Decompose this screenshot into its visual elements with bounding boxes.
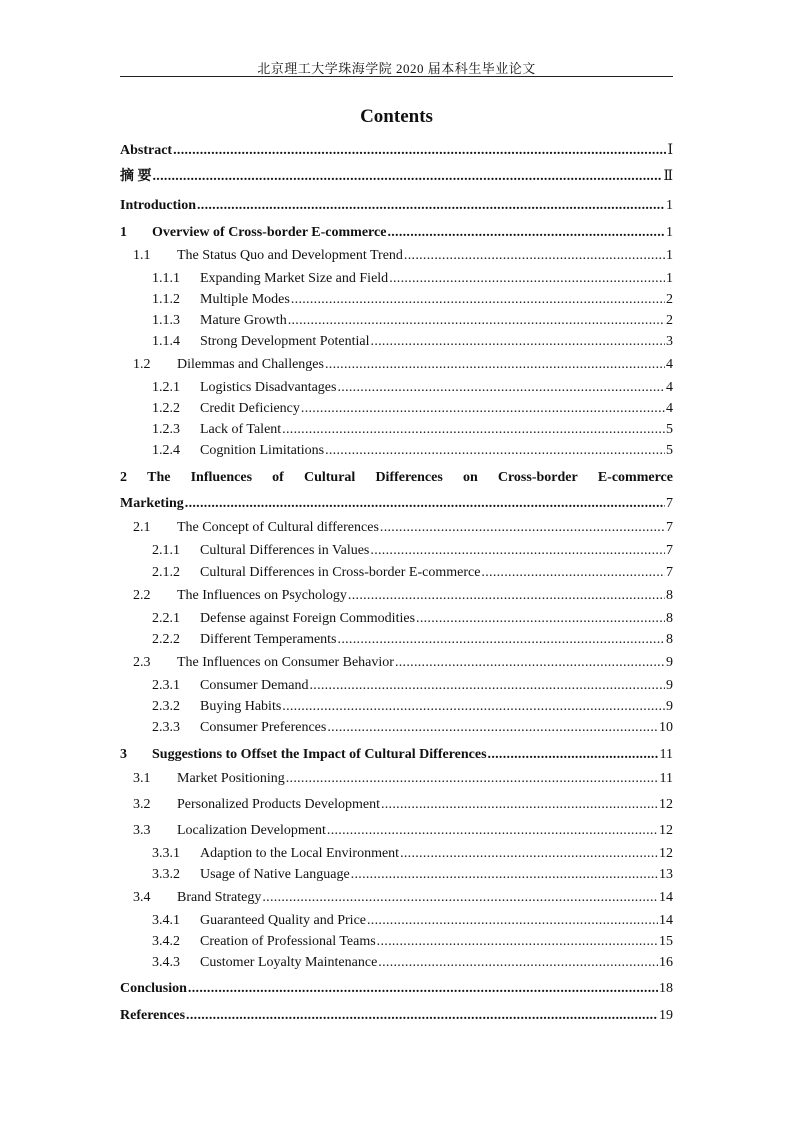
toc-leader <box>488 745 659 765</box>
toc-page: 4 <box>666 357 673 372</box>
toc-entry-1-2[interactable] <box>133 355 673 375</box>
toc-entry-chapter-2[interactable] <box>120 468 673 488</box>
toc-page: 14 <box>659 913 673 928</box>
toc-label: The Concept of Cultural differences <box>177 520 379 535</box>
toc-page: 14 <box>659 890 673 905</box>
toc-number: 2.2.1 <box>152 611 180 626</box>
toc-page: 5 <box>666 422 673 437</box>
toc-number: 1.1.4 <box>152 334 180 349</box>
toc-leader <box>153 167 663 187</box>
toc-label: Creation of Professional Teams <box>200 934 376 949</box>
toc-page: 19 <box>659 1008 673 1023</box>
toc-number: 1.2.4 <box>152 443 180 458</box>
toc-number: 3.3 <box>133 823 151 838</box>
toc-leader <box>286 769 659 789</box>
toc-label: Usage of Native Language <box>200 867 350 882</box>
toc-number: 1.2 <box>133 357 151 372</box>
toc-page: 9 <box>666 699 673 714</box>
toc-entry-chapter-1[interactable] <box>120 223 673 243</box>
toc-entry-1-2-3[interactable] <box>152 420 673 440</box>
toc-leader <box>348 586 665 606</box>
toc-entry-2-3-2[interactable] <box>152 697 673 717</box>
toc-page: 11 <box>659 771 673 786</box>
toc-label: Guaranteed Quality and Price <box>200 913 366 928</box>
toc-word: Cultural <box>303 470 356 485</box>
toc-label: Personalized Products Development <box>177 797 380 812</box>
toc-label: Consumer Demand <box>200 678 309 693</box>
toc-label: Adaption to the Local Environment <box>200 846 400 861</box>
toc-leader <box>288 311 665 331</box>
toc-page: Ⅱ <box>663 169 673 184</box>
toc-label: Overview of Cross-border E-commerce <box>152 225 387 240</box>
toc-entry-1-1-3[interactable] <box>152 311 673 331</box>
toc-number: 2.3.2 <box>152 699 180 714</box>
toc-number: 3.4.1 <box>152 913 180 928</box>
toc-page: 9 <box>666 655 673 670</box>
toc-page: 1 <box>666 198 673 213</box>
toc-page: 1 <box>666 248 673 263</box>
toc-page: 5 <box>666 443 673 458</box>
toc-leader <box>325 355 665 375</box>
contents-title: Contents <box>360 106 433 127</box>
toc-entry-2-2-2[interactable] <box>152 630 673 650</box>
toc-entry-3-3-2[interactable] <box>152 865 673 885</box>
toc-page: 8 <box>666 588 673 603</box>
toc-leader <box>371 332 665 352</box>
toc-number: 3 <box>120 747 127 762</box>
toc-entry-2-1-1[interactable] <box>152 541 673 561</box>
toc-entry-3-4-1[interactable] <box>152 911 673 931</box>
toc-page: 10 <box>659 720 673 735</box>
toc-label: Introduction <box>120 198 196 213</box>
toc-number: 1.2.1 <box>152 380 180 395</box>
toc-number: 2.3.1 <box>152 678 180 693</box>
toc-leader <box>338 630 665 650</box>
toc-label: Different Temperaments <box>200 632 337 647</box>
toc-number: 2.1.2 <box>152 565 180 580</box>
toc-page: 4 <box>666 380 673 395</box>
toc-label: Multiple Modes <box>200 292 290 307</box>
toc-entry-introduction[interactable] <box>120 196 673 216</box>
toc-label: Dilemmas and Challenges <box>177 357 324 372</box>
toc-word: of <box>272 470 284 485</box>
toc-label: Strong Development Potential <box>200 334 370 349</box>
toc-number: 3.3.1 <box>152 846 180 861</box>
toc-leader <box>377 932 658 952</box>
toc-label: Lack of Talent <box>200 422 282 437</box>
toc-page: 18 <box>659 981 673 996</box>
toc-label: Buying Habits <box>200 699 282 714</box>
toc-leader <box>262 888 658 908</box>
toc-label: Cognition Limitations <box>200 443 325 458</box>
toc-page: 15 <box>659 934 673 949</box>
toc-entry-references[interactable] <box>120 1006 673 1026</box>
toc-number: 1 <box>120 225 127 240</box>
page-header: 北京理工大学珠海学院 2020 届本科生毕业论文 <box>257 61 536 76</box>
toc-leader <box>197 196 665 216</box>
toc-label: References <box>120 1008 186 1023</box>
toc-number: 2.3 <box>133 655 151 670</box>
toc-page: 13 <box>659 867 673 882</box>
toc-label: Mature Growth <box>200 313 287 328</box>
toc-leader <box>282 697 665 717</box>
toc-entry-1-2-2[interactable] <box>152 399 673 419</box>
toc-entry-conclusion[interactable] <box>120 979 673 999</box>
toc-number: 2.2 <box>133 588 151 603</box>
toc-entry-1-2-1[interactable] <box>152 378 673 398</box>
toc-label: Consumer Preferences <box>200 720 327 735</box>
toc-leader <box>301 399 665 419</box>
toc-leader <box>337 378 665 398</box>
toc-page: 12 <box>659 797 673 812</box>
toc-page: 9 <box>666 678 673 693</box>
toc-label: Brand Strategy <box>177 890 262 905</box>
toc-word: Differences <box>375 470 443 485</box>
toc-word: Influences <box>190 470 253 485</box>
toc-page: 7 <box>666 520 673 535</box>
toc-entry-abstract[interactable] <box>120 141 673 161</box>
toc-leader <box>404 246 665 266</box>
toc-leader <box>481 563 665 583</box>
toc-label: Suggestions to Offset the Impact of Cultural Differences <box>152 747 487 762</box>
toc-page: 7 <box>666 565 673 580</box>
toc-number: 3.4.2 <box>152 934 180 949</box>
toc-number: 1.2.3 <box>152 422 180 437</box>
toc-label: Logistics Disadvantages <box>200 380 337 395</box>
toc-page: 1 <box>666 225 673 240</box>
toc-page: 8 <box>666 611 673 626</box>
toc-page: 12 <box>659 823 673 838</box>
toc-label: Customer Loyalty Maintenance <box>200 955 378 970</box>
toc-word: Cross-border <box>497 470 578 485</box>
toc-label: The Influences on Consumer Behavior <box>177 655 394 670</box>
toc-number: 3.4.3 <box>152 955 180 970</box>
toc-entry-zhaiyao[interactable] <box>120 167 673 187</box>
toc-leader <box>185 494 665 514</box>
toc-number: 2.3.3 <box>152 720 180 735</box>
toc-number: 1.1.2 <box>152 292 180 307</box>
toc-number: 3.1 <box>133 771 151 786</box>
toc-leader <box>380 518 665 538</box>
toc-number: 3.2 <box>133 797 151 812</box>
toc-leader <box>416 609 665 629</box>
toc-leader <box>282 420 665 440</box>
toc-page: 8 <box>666 632 673 647</box>
toc-label: Abstract <box>120 143 173 158</box>
toc-label: The Influences on Psychology <box>177 588 347 603</box>
toc-word: on <box>462 470 478 485</box>
toc-number: 2.2.2 <box>152 632 180 647</box>
toc-leader <box>400 844 658 864</box>
toc-page: 12 <box>659 846 673 861</box>
toc-leader <box>291 290 665 310</box>
toc-leader <box>395 653 665 673</box>
toc-number: 2 <box>120 470 127 485</box>
toc-label: The Status Quo and Development Trend <box>177 248 403 263</box>
toc-leader <box>387 223 665 243</box>
toc-leader <box>370 541 665 561</box>
toc-number: 1.1 <box>133 248 151 263</box>
toc-entry-3-4-2[interactable] <box>152 932 673 952</box>
toc-entry-chapter-2-cont[interactable] <box>120 494 673 514</box>
toc-entry-1-1-1[interactable] <box>152 269 673 289</box>
toc-entry-2-1[interactable] <box>133 518 673 538</box>
toc-entry-3-2[interactable] <box>133 795 673 815</box>
toc-entry-1-1-4[interactable] <box>152 332 673 352</box>
toc-leader <box>173 141 666 161</box>
toc-entry-3-3-1[interactable] <box>152 844 673 864</box>
toc-entry-2-3-1[interactable] <box>152 676 673 696</box>
toc-entry-2-3[interactable] <box>133 653 673 673</box>
toc-entry-1-1-2[interactable] <box>152 290 673 310</box>
toc-label: Conclusion <box>120 981 187 996</box>
toc-leader <box>351 865 658 885</box>
toc-leader <box>327 821 658 841</box>
toc-leader <box>325 441 665 461</box>
header-rule <box>120 76 673 77</box>
toc-page: 4 <box>666 401 673 416</box>
toc-page: Ⅰ <box>667 143 673 158</box>
toc-word: E-commerce <box>597 470 673 485</box>
toc-label: Defense against Foreign Commodities <box>200 611 416 626</box>
toc-entry-3-4-3[interactable] <box>152 953 673 973</box>
toc-leader <box>378 953 658 973</box>
toc-page: 16 <box>659 955 673 970</box>
toc-leader <box>188 979 658 999</box>
toc-page: 11 <box>659 747 673 762</box>
toc-page: 1 <box>666 271 673 286</box>
toc-label: Cultural Differences in Cross-border E-commerce <box>200 565 481 580</box>
toc-leader <box>327 718 658 738</box>
toc-entry-2-1-2[interactable] <box>152 563 673 583</box>
toc-leader <box>389 269 665 289</box>
toc-leader <box>381 795 658 815</box>
toc-number: 1.1.1 <box>152 271 180 286</box>
toc-number: 2.1 <box>133 520 151 535</box>
toc-label: Market Positioning <box>177 771 285 786</box>
toc-entry-3-1[interactable] <box>133 769 673 789</box>
toc-number: 2.1.1 <box>152 543 180 558</box>
toc-number: 3.3.2 <box>152 867 180 882</box>
toc-page: 2 <box>666 292 673 307</box>
toc-entry-1-1[interactable] <box>133 246 673 266</box>
toc-number: 3.4 <box>133 890 151 905</box>
toc-entry-2-2-1[interactable] <box>152 609 673 629</box>
toc-entry-2-2[interactable] <box>133 586 673 606</box>
toc-leader <box>367 911 658 931</box>
toc-entry-3-3[interactable] <box>133 821 673 841</box>
toc-entry-3-4[interactable] <box>133 888 673 908</box>
toc-entry-1-2-4[interactable] <box>152 441 673 461</box>
toc-page: 2 <box>666 313 673 328</box>
toc-page: 3 <box>666 334 673 349</box>
toc-page: 7 <box>666 496 673 511</box>
toc-entry-2-3-3[interactable] <box>152 718 673 738</box>
toc-word: The <box>147 470 171 485</box>
toc-label: Cultural Differences in Values <box>200 543 370 558</box>
toc-page: 7 <box>666 543 673 558</box>
toc-leader <box>309 676 665 696</box>
toc-label: Localization Development <box>177 823 326 838</box>
toc-leader <box>186 1006 658 1026</box>
toc-entry-chapter-3[interactable] <box>120 745 673 765</box>
toc-number: 1.1.3 <box>152 313 180 328</box>
toc-label: Expanding Market Size and Field <box>200 271 389 286</box>
toc-label: Marketing <box>120 496 184 511</box>
toc-label: 摘 要 <box>120 169 152 184</box>
toc-label: Credit Deficiency <box>200 401 300 416</box>
toc-number: 1.2.2 <box>152 401 180 416</box>
